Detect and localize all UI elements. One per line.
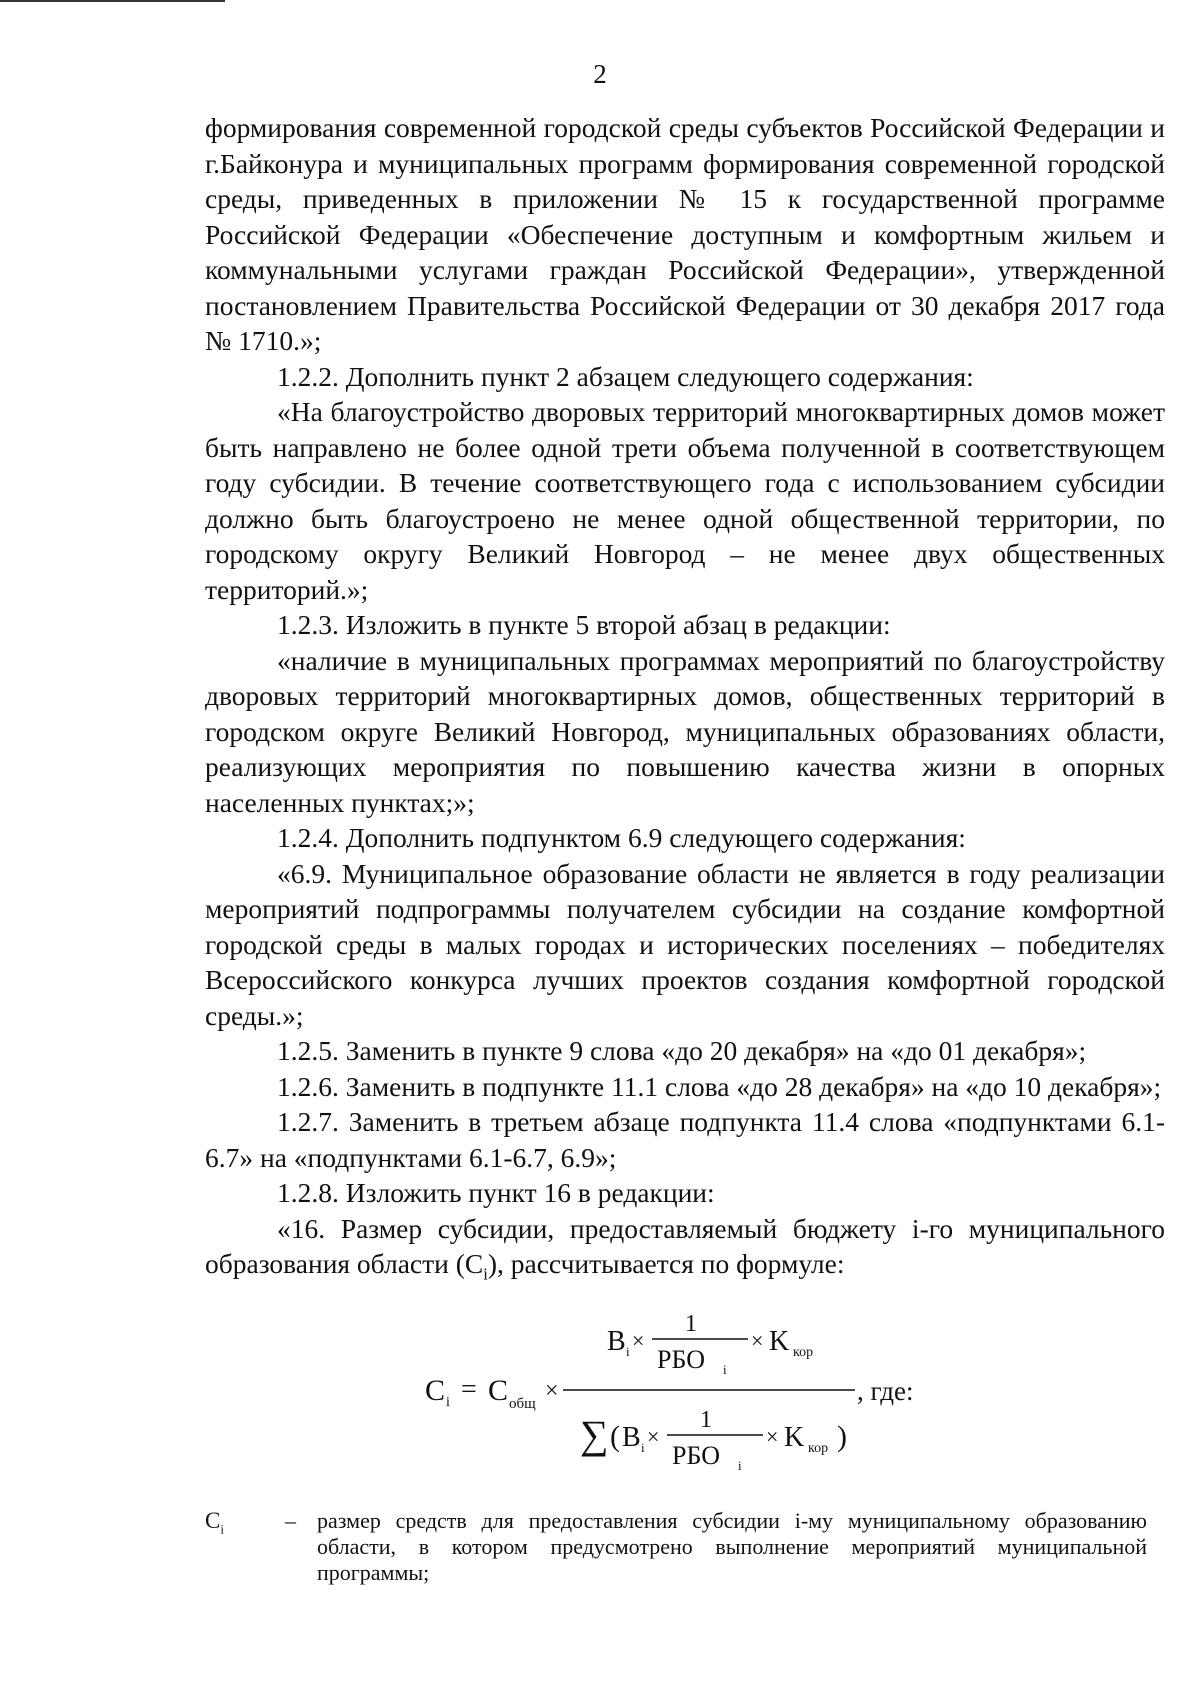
- formula-num-rbo-sub: i: [723, 1362, 727, 1377]
- paragraph-item-1-2-8: 1.2.8. Изложить пункт 16 в редакции:: [277, 1177, 715, 1208]
- formula-den-times-2: ×: [766, 1424, 779, 1449]
- formula-den-rbo-sub: i: [738, 1458, 742, 1473]
- formula-total-sub: общ: [509, 1396, 536, 1412]
- formula-den-b: B: [622, 1422, 641, 1453]
- paragraph-quote-1-2-4: «6.9. Муниципальное образование области не является в году реализации мероприятий подпрограммы получателем субсидии на создание комфортной городской среды в малых городах и исторических поселениях – победителях Всероссийского конкурса лучших проектов создания комфортной городской среды.»;: [205, 857, 1165, 1031]
- formula-num-one: 1: [685, 1311, 697, 1337]
- formula-times-main: ×: [545, 1378, 559, 1404]
- paragraph-item-1-2-3: 1.2.3. Изложить в пункте 5 второй абзац в редакции:: [277, 609, 891, 640]
- formula-den-rbo: РБО: [672, 1441, 720, 1470]
- formula-equals: =: [461, 1374, 477, 1405]
- formula-lhs: C: [425, 1374, 446, 1407]
- paragraph-quote-tail: ), рассчитывается по формуле:: [487, 1248, 845, 1279]
- formula-den-b-sub: i: [641, 1440, 645, 1455]
- paragraph-quote-1-2-3: «наличие в муниципальных программах мероприятий по благоустройству дворовых территорий многоквартирных домов, общественных территорий в городском округе Великий Новгород, муниципальных образованиях области, реализующих мероприятия по повышению качества жизни в опорных населенных пунктах;»;: [205, 644, 1165, 818]
- formula-total: C: [488, 1374, 509, 1407]
- definition-symbol-sub: i: [220, 1521, 224, 1537]
- paragraph-item-1-2-4: 1.2.4. Дополнить подпунктом 6.9 следующего содержания:: [277, 822, 966, 853]
- formula-num-rbo: РБО: [657, 1345, 705, 1374]
- definition-symbol: [205, 1508, 224, 1543]
- subsidy-formula: [205, 1300, 1165, 1485]
- formula-num-b: B: [607, 1326, 626, 1357]
- definition-text: размер средств для предоставления субсидии i-му муниципальному образованию области, в котором предусмотрено выполнение мероприятий муниципальной программы;: [317, 1508, 1147, 1585]
- top-rule: [0, 0, 225, 2]
- paragraph-quote-1-2-8: [205, 1211, 1165, 1293]
- formula-tail: , где:: [857, 1376, 914, 1406]
- paragraph-item-1-2-6: 1.2.6. Заменить в подпункте 11.1 слова «до 28 декабря» на «до 10 декабря»;: [277, 1070, 1162, 1102]
- paragraph-item-1-2-2: 1.2.2. Дополнить пункт 2 абзацем следующего содержания:: [277, 360, 974, 392]
- formula-den-sum: ∑: [580, 1412, 609, 1457]
- formula-den-close-paren: ): [837, 1420, 847, 1453]
- page-number: 2: [593, 59, 607, 89]
- formula-den-one: 1: [700, 1407, 712, 1433]
- paragraph-quote-subscript: i: [483, 1264, 488, 1284]
- definition-symbol-letter: C: [205, 1508, 221, 1533]
- formula-den-open-paren: (: [610, 1420, 620, 1453]
- formula-den-k: K: [784, 1422, 805, 1453]
- formula-num-times-2: ×: [751, 1328, 764, 1353]
- formula-den-times-1: ×: [647, 1424, 660, 1449]
- formula-den-k-sub: кор: [808, 1441, 829, 1456]
- document-body: [205, 110, 1165, 1292]
- formula-num-times-1: ×: [632, 1328, 645, 1353]
- formula-lhs-sub: i: [446, 1395, 450, 1410]
- paragraph-item-1-2-5: 1.2.5. Заменить в пункте 9 слова «до 20 декабря» на «до 01 декабря»;: [277, 1035, 1087, 1066]
- formula-num-k: K: [769, 1326, 790, 1357]
- paragraph-quote-1-2-2: «На благоустройство дворовых территорий многоквартирных домов может быть направлено не более одной трети объема полученной в соответствующем году субсидии. В течение соответствующего года с использованием субсидии должно быть благоустроено не менее одной общественной территории, по городскому округу Великий Новгород – не менее двух общественных территорий.»;: [205, 396, 1165, 605]
- paragraph-quote-text: «16. Размер субсидии, предоставляемый бюджету i-го муниципального образования области (C: [205, 1212, 1165, 1279]
- definition-dash: –: [285, 1508, 296, 1533]
- formula-num-b-sub: i: [626, 1344, 630, 1359]
- paragraph-continuation: формирования современной городской среды субъектов Российской Федерации и г.Байконура и муниципальных программ формирования современной городской среды, приведенных в приложении № 15 к государственной программе Российской Федерации «Обеспечение доступным и комфортным жильем и коммунальными услугами граждан Российской Федерации», утвержденной постановлением Правительства Российской Федерации от 30 декабря 2017 года № 1710.»;: [205, 112, 1165, 356]
- formula-num-k-sub: кор: [793, 1345, 814, 1360]
- paragraph-item-1-2-7: 1.2.7. Заменить в третьем абзаце подпункта 11.4 слова «подпунктами 6.1-6.7» на «подпунктами 6.1-6.7, 6.9»;: [205, 1106, 1165, 1173]
